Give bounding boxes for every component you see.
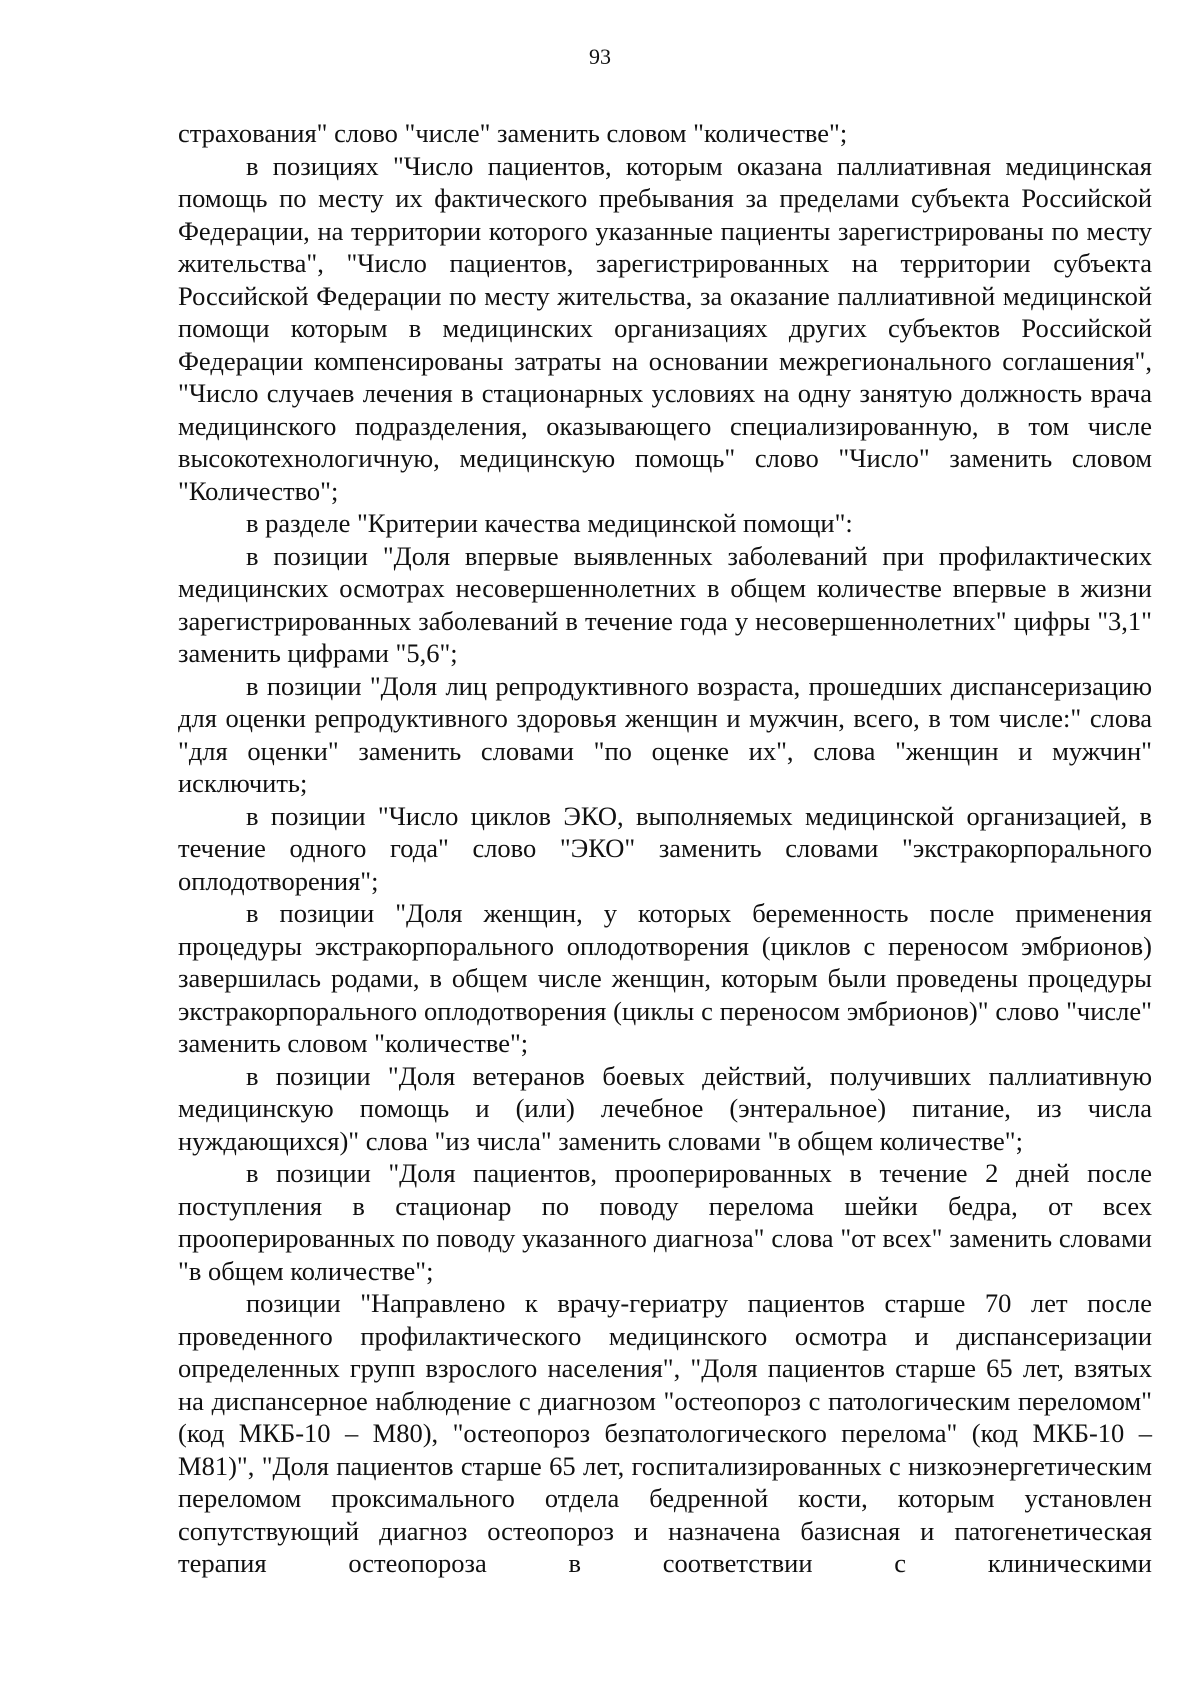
document-body <box>178 117 1152 1580</box>
paragraph: позиции "Направлено к врачу-гериатру пациентов старше 70 лет после проведенного профилактического медицинского осмотра и диспансеризации определенных групп взрослого населения", "Доля пациентов старше 65 лет, взятых на диспансерное наблюдение с диагнозом "остеопороз с патологическим переломом" (код МКБ-10 – М80), "остеопороз безпатологического перелома" (код МКБ-10 – М81)", "Доля пациентов старше 65 лет, госпитализированных с низкоэнергетическим переломом проксимального отдела бедренной кости, которым установлен сопутствующий диагноз остеопороз и назначена базисная и патогенетическая терапия остеопороза в соответствии с клиническими <box>178 1288 1152 1578</box>
paragraph: в позиции "Доля лиц репродуктивного возраста, прошедших диспансеризацию для оценки репродуктивного здоровья женщин и мужчин, всего, в том числе:" слова "для оценки" заменить словами "по оценке их", слова "женщин и мужчин" исключить; <box>178 670 1152 798</box>
page-number: 93 <box>589 44 611 69</box>
paragraph: страхования" слово "числе" заменить словом "количестве"; <box>178 118 848 148</box>
paragraph: в позиции "Доля пациентов, прооперированных в течение 2 дней после поступления в стационар по поводу перелома шейки бедра, от всех прооперированных по поводу указанного диагноза" слова "от всех" заменить словами "в общем количестве"; <box>178 1158 1152 1286</box>
paragraph: в позициях "Число пациентов, которым оказана паллиативная медицинская помощь по месту их фактического пребывания за пределами субъекта Российской Федерации, на территории которого указанные пациенты зарегистрированы по месту жительства", "Число пациентов, зарегистрированных на территории субъекта Российской Федерации по месту жительства, за оказание паллиативной медицинской помощи которым в медицинских организациях других субъектов Российской Федерации компенсированы затраты на основании межрегионального соглашения", "Число случаев лечения в стационарных условиях на одну занятую должность врача медицинского подразделения, оказывающего специализированную, в том числе высокотехнологичную, медицинскую помощь" слово "Число" заменить словом "Количество"; <box>178 150 1152 506</box>
paragraph: в позиции "Число циклов ЭКО, выполняемых медицинской организацией, в течение одного года" слово "ЭКО" заменить словами "экстракорпорального оплодотворения"; <box>178 800 1152 896</box>
paragraph: в разделе "Критерии качества медицинской помощи": <box>246 508 853 538</box>
paragraph: в позиции "Доля ветеранов боевых действий, получивших паллиативную медицинскую помощь и (или) лечебное (энтеральное) питание, из числа нуждающихся)" слова "из числа" заменить словами "в общем количестве"; <box>178 1060 1152 1156</box>
paragraph: в позиции "Доля впервые выявленных заболеваний при профилактических медицинских осмотрах несовершеннолетних в общем количестве впервые в жизни зарегистрированных заболеваний в течение года у несовершеннолетних" цифры "3,1" заменить цифрами "5,6"; <box>178 540 1152 668</box>
paragraph: в позиции "Доля женщин, у которых беременность после применения процедуры экстракорпорального оплодотворения (циклов с переносом эмбрионов) завершилась родами, в общем числе женщин, которым были проведены процедуры экстракорпорального оплодотворения (циклы с переносом эмбрионов)" слово "числе" заменить словом "количестве"; <box>178 898 1152 1058</box>
